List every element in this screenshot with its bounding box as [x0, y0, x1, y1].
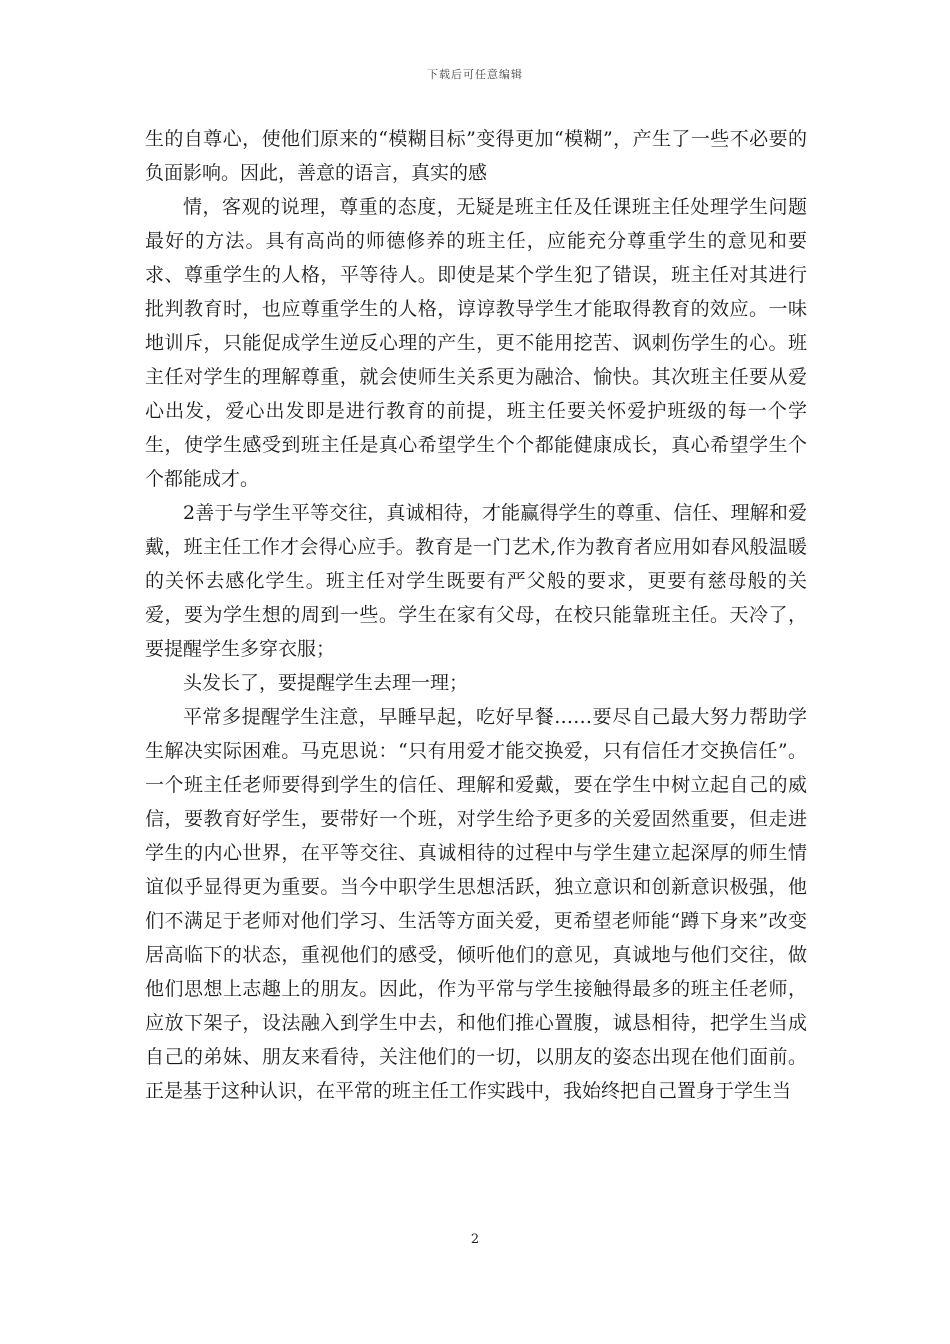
page-header: 下载后可任意编辑 — [427, 68, 523, 81]
paragraph-daily-care: 平常多提醒学生注意，早睡早起，吃好早餐……要尽自己最大努力帮助学生解决实际困难。马克思说：“只有用爱才能交换爱，只有信任才交换信任”。一个班主任老师要得到学生的信任、理解和爱戴，要在学生中树立起自己的威信，要教育好学生，要带好一个班，对学生给予更多的关爱固然重要，但走进学生的内心世界，在平等交往、真诚相待的过程中与学生建立起深厚的师生情谊似乎显得更为重要。当今中职学生思想活跃，独立意识和创新意识极强，他们不满足于老师对他们学习、生活等方面关爱，更希望老师能“蹲下身来”改变居高临下的状态，重视他们的感受，倾听他们的意见，真诚地与他们交往，做他们思想上志趣上的朋友。因此，作为平常与学生接触得最多的班主任老师，应放下架子，设法融入到学生中去，和他们推心置腹，诚恳相待，把学生当成自己的弟妹、朋友来看待，关注他们的一切，以朋友的姿态出现在他们面前。正是基于这种认识，在平常的班主任工作实践中，我始终把自己置身于学生当 — [145, 706, 807, 1102]
paragraph-equal-communication: 2善于与学生平等交往，真诚相待，才能赢得学生的尊重、信任、理解和爱戴，班主任工作才会得心应手。教育是一门艺术,作为教育者应用如春风般温暖的关怀去感化学生。班主任对学生既要有严父般的要求，更要有慈母般的关爱，要为学生想的周到一些。学生在家有父母，在校只能靠班主任。天冷了，要提醒学生多穿衣服； — [145, 502, 807, 660]
paragraph-haircut-reminder: 头发长了，要提醒学生去理一理； — [183, 672, 469, 694]
paragraph-respect: 情，客观的说理，尊重的态度，无疑是班主任及任课班主任处理学生问题最好的方法。具有高尚的师德修养的班主任，应能充分尊重学生的意见和要求、尊重学生的人格，平等待人。即使是某个学生犯了错误，班主任对其进行批判教育时，也应尊重学生的人格，谆谆教导学生才能取得教育的效应。一味地训斥，只能促成学生逆反心理的产生，更不能用挖苦、讽刺伤学生的心。班主任对学生的理解尊重，就会使师生关系更为融洽、愉快。其次班主任要从爱心出发，爱心出发即是进行教育的前提，班主任要关怀爱护班级的每一个学生，使学生感受到班主任是真心希望学生个个都能健康成长，真心希望学生个个都能成才。 — [145, 196, 807, 490]
page-number: 2 — [470, 1232, 480, 1247]
document-body — [145, 122, 807, 1108]
paragraph-continuation: 生的自尊心，使他们原来的“模糊目标”变得更加“模糊”，产生了一些不必要的负面影响。因此，善意的语言，真实的感 — [145, 128, 807, 184]
